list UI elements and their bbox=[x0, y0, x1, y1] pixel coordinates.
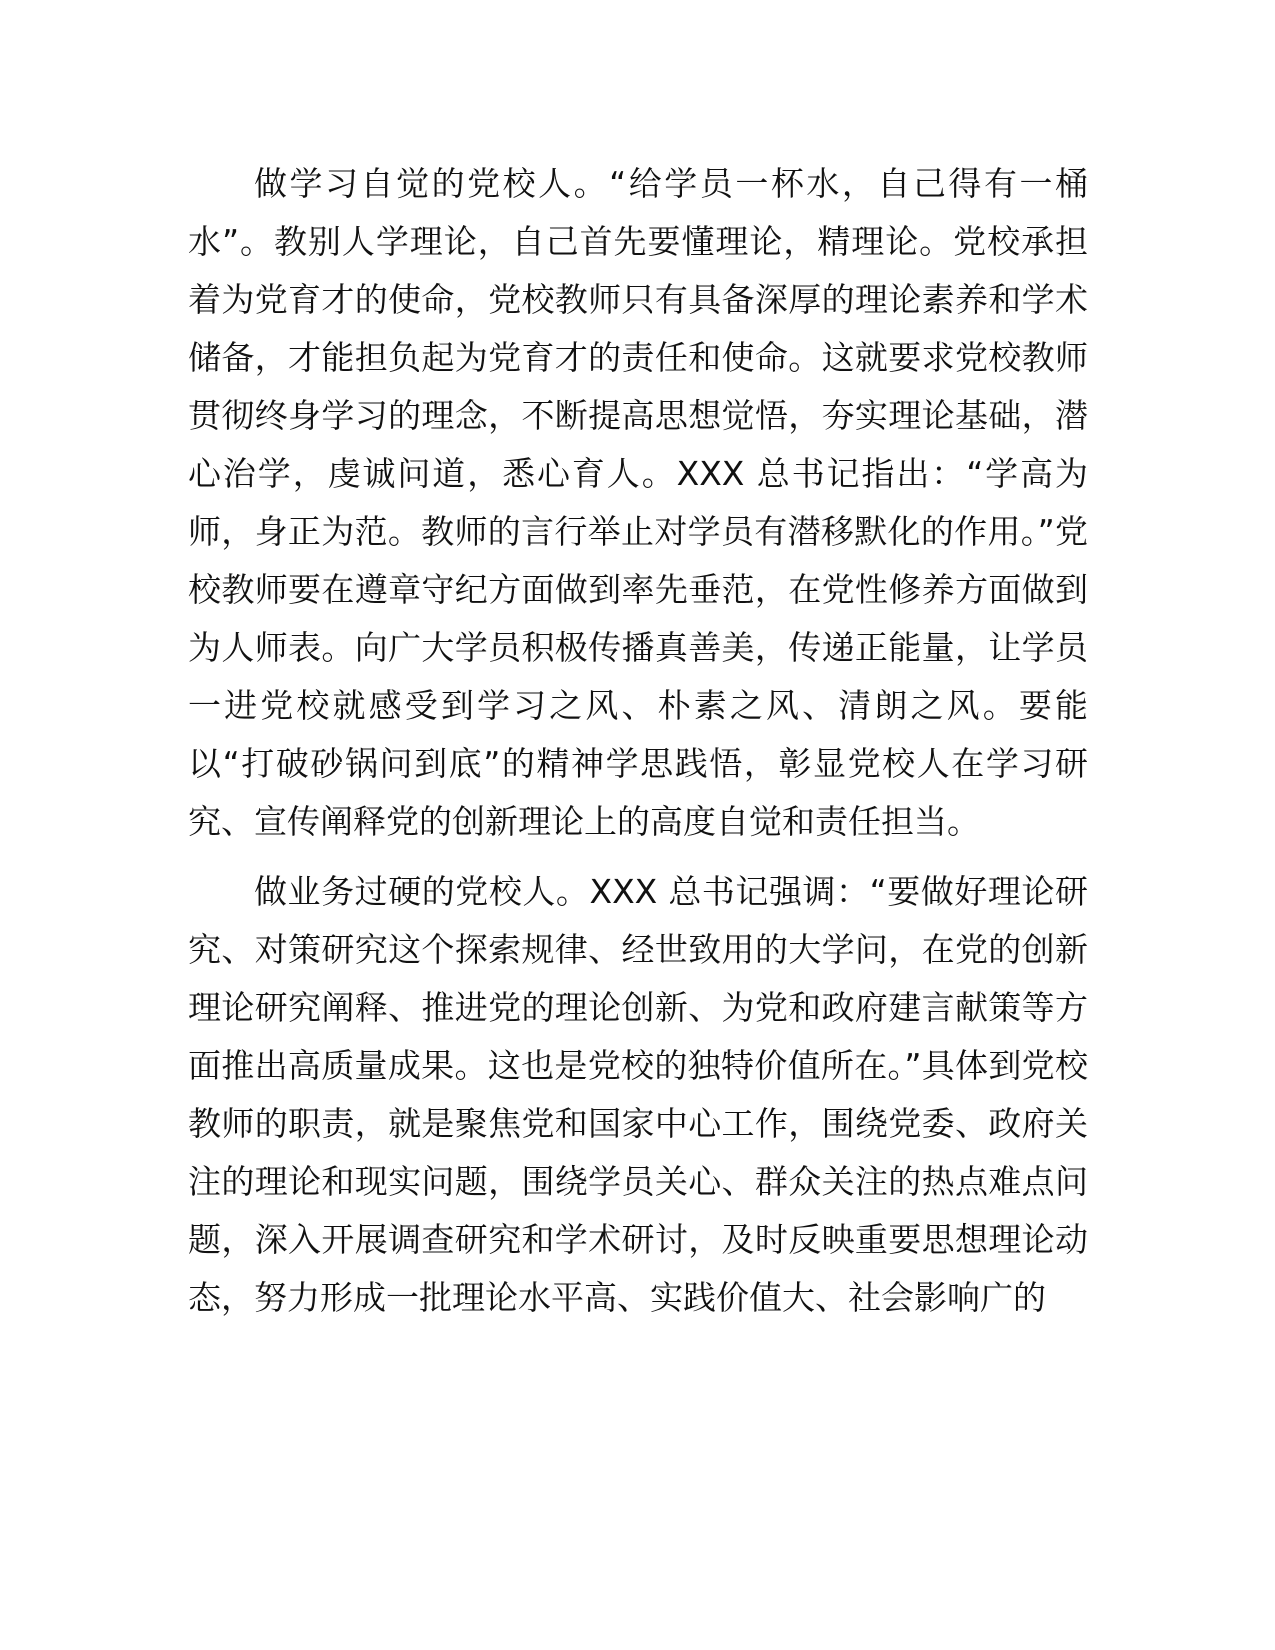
paragraph-study-consciousness: 做学习自觉的党校人。“给学员一杯水，自己得有一桶水”。教别人学理论，自己首先要懂理论，精理论。党校承担着为党育才的使命，党校教师只有具备深厚的理论素养和学术储备，才能担负起为党育才的责任和使命。这就要求党校教师贯彻终身学习的理念，不断提高思想觉悟，夯实理论基础，潜心治学，虔诚问道，悉心育人。XXX 总书记指出：“学高为师，身正为范。教师的言行举止对学员有潜移默化的作用。”党校教师要在遵章守纪方面做到率先垂范，在党性修养方面做到为人师表。向广大学员积极传播真善美，传递正能量，让学员一进党校就感受到学习之风、朴素之风、清朗之风。要能以“打破砂锅问到底”的精神学思践悟，彰显党校人在学习研究、宣传阐释党的创新理论上的高度自觉和责任担当。 bbox=[188, 164, 1088, 841]
document-body bbox=[188, 155, 1088, 1339]
paragraph-professional-excellence: 做业务过硬的党校人。XXX 总书记强调：“要做好理论研究、对策研究这个探索规律、经世致用的大学问，在党的创新理论研究阐释、推进党的理论创新、为党和政府建言献策等方面推出高质量成果。这也是党校的独特价值所在。”具体到党校教师的职责，就是聚焦党和国家中心工作，围绕党委、政府关注的理论和现实问题，围绕学员关心、群众关注的热点难点问题，深入开展调查研究和学术研讨，及时反映重要思想理论动态，努力形成一批理论水平高、实践价值大、社会影响广的 bbox=[188, 872, 1088, 1317]
